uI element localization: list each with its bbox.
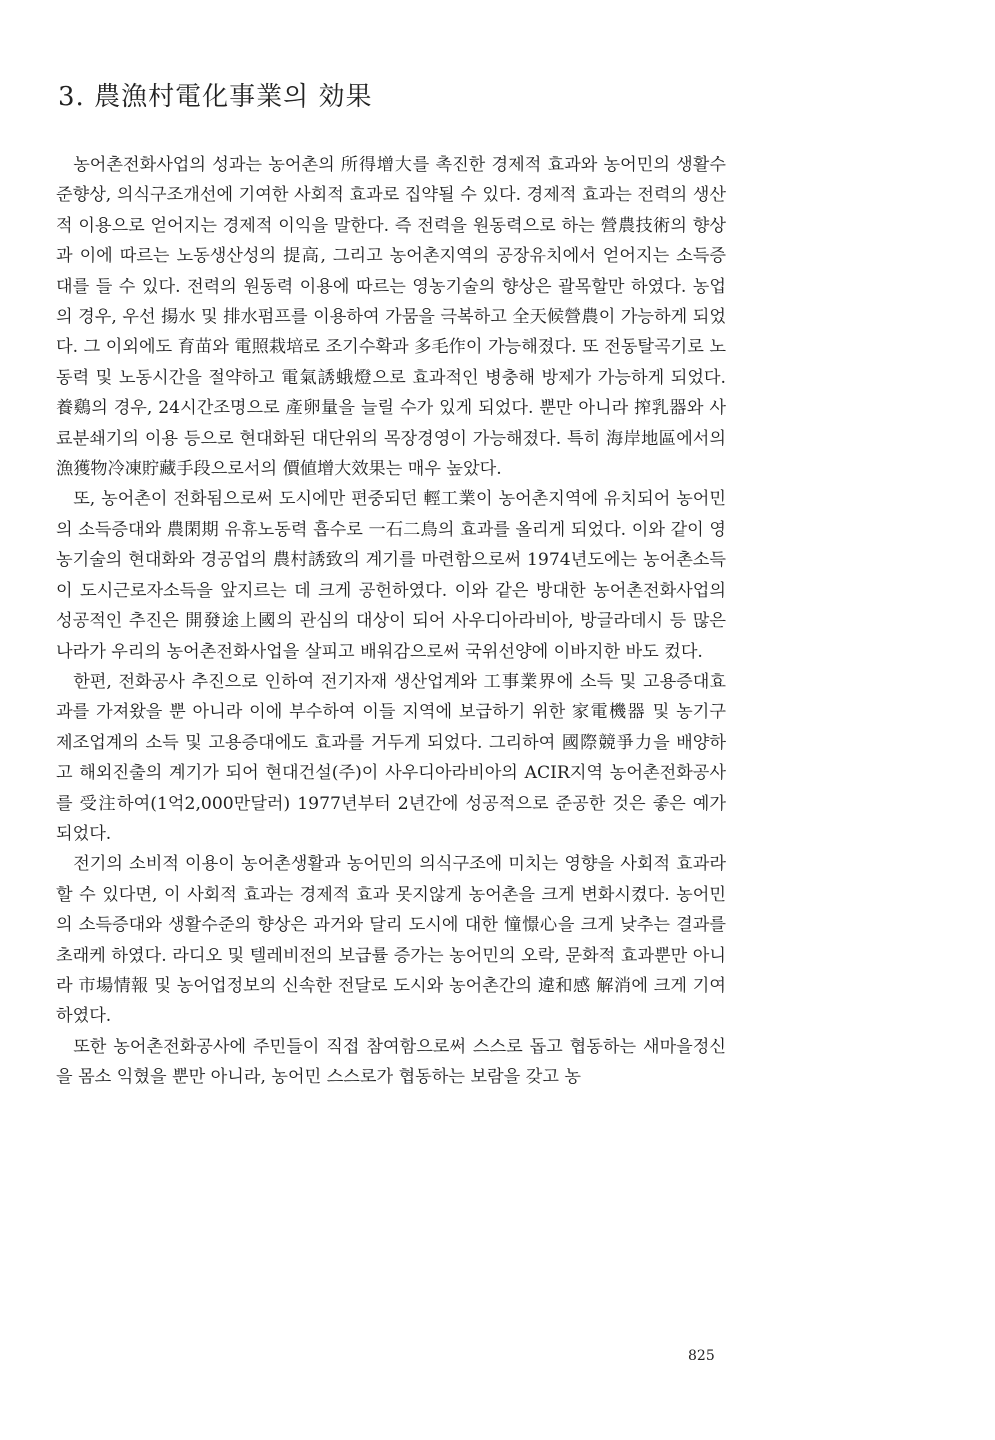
- paragraph: 또, 농어촌이 전화됨으로써 도시에만 편중되던 輕工業이 농어촌지역에 유치되어 농어민의 소득증대와 農閑期 유휴노동력 흡수로 一石二鳥의 효과를 올리게 되었다. 이와 같이 영농기술의 현대화와 경공업의 農村誘致의 계기를 마련함으로써 1974년도에는 농어촌소득이 도시근로자소득을 앞지르는 데 크게 공헌하였다. 이와 같은 방대한 농어촌전화사업의 성공적인 추진은 開發途上國의 관심의 대상이 되어 사우디아라비아, 방글라데시 등 많은 나라가 우리의 농어촌전화사업을 살피고 배워감으로써 국위선양에 이바지한 바도 컸다.: [56, 489, 726, 662]
- paragraph: 전기의 소비적 이용이 농어촌생활과 농어민의 의식구조에 미치는 영향을 사회적 효과라 할 수 있다면, 이 사회적 효과는 경제적 효과 못지않게 농어촌을 크게 변화시켰다. 농어민의 소득증대와 생활수준의 향상은 과거와 달리 도시에 대한 憧憬心을 크게 낮추는 결과를 초래케 하였다. 라디오 및 텔레비전의 보급률 증가는 농어민의 오락, 문화적 효과뿐만 아니라 市場情報 및 농어업정보의 신속한 전달로 도시와 농어촌간의 違和感 解消에 크게 기여하였다.: [56, 854, 726, 1027]
- paragraph: 농어촌전화사업의 성과는 농어촌의 所得增大를 촉진한 경제적 효과와 농어민의 생활수준향상, 의식구조개선에 기여한 사회적 효과로 집약될 수 있다. 경제적 효과는 전력의 생산적 이용으로 얻어지는 경제적 이익을 말한다. 즉 전력을 원동력으로 하는 營農技術의 향상과 이에 따르는 노동생산성의 提高, 그리고 농어촌지역의 공장유치에서 얻어지는 소득증대를 들 수 있다. 전력의 원동력 이용에 따르는 영농기술의 향상은 괄목할만 하였다. 농업의 경우, 우선 揚水 및 排水펌프를 이용하여 가뭄을 극복하고 全天候營農이 가능하게 되었다. 그 이외에도 育苗와 電照栽培로 조기수확과 多毛作이 가능해졌다. 또 전동탈곡기로 노동력 및 노동시간을 절약하고 電氣誘蛾燈으로 효과적인 병충해 방제가 가능하게 되었다. 養鷄의 경우, 24시간조명으로 產卵量을 늘릴 수가 있게 되었다. 뿐만 아니라 搾乳器와 사료분쇄기의 이용 등으로 현대화된 대단위의 목장경영이 가능해졌다. 특히 海岸地區에서의 漁獲物冷凍貯藏手段으로서의 價値增大效果는 매우 높았다.: [56, 155, 726, 480]
- body-text: [56, 150, 726, 1093]
- section-heading: 3. 農漁村電化事業의 効果: [58, 82, 373, 112]
- paragraph: 또한 농어촌전화공사에 주민들이 직접 참여함으로써 스스로 돕고 협동하는 새마을정신을 몸소 익혔을 뿐만 아니라, 농어민 스스로가 협동하는 보람을 갖고 농: [56, 1036, 726, 1088]
- page-number: 825: [688, 1348, 715, 1364]
- paragraph: 한편, 전화공사 추진으로 인하여 전기자재 생산업계와 工事業界에 소득 및 고용증대효과를 가져왔을 뿐 아니라 이에 부수하여 이들 지역에 보급하기 위한 家電機器 및 농기구 제조업계의 소득 및 고용증대에도 효과를 거두게 되었다. 그리하여 國際競爭力을 배양하고 해외진출의 계기가 되어 현대건설(주)이 사우디아라비아의 ACIR지역 농어촌전화공사를 受注하여(1억2,000만달러) 1977년부터 2년간에 성공적으로 준공한 것은 좋은 예가 되었다.: [56, 671, 726, 844]
